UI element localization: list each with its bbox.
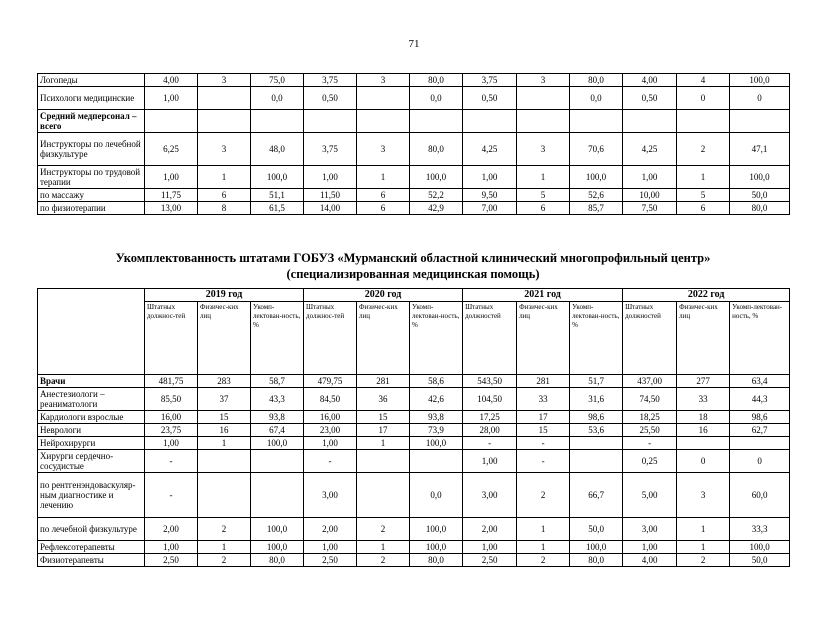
table-cell: 2 (677, 554, 730, 567)
table-cell: 543,50 (463, 375, 517, 388)
table-cell: 2,00 (145, 518, 198, 541)
table-cell: 1,00 (304, 541, 357, 554)
table-cell: 4,00 (623, 554, 677, 567)
staffing-table (37, 288, 790, 567)
table-cell: 6 (677, 202, 730, 215)
table-cell: 50,0 (570, 518, 623, 541)
table-cell: 1,00 (145, 166, 198, 189)
table-cell: 3,75 (463, 74, 517, 87)
table-cell: 2,00 (304, 518, 357, 541)
table-cell: 31,6 (570, 388, 623, 411)
table-row (38, 375, 790, 388)
table-cell: 51,7 (570, 375, 623, 388)
table-cell: 13,00 (145, 202, 198, 215)
table-cell: 3 (517, 74, 570, 87)
table-cell (357, 473, 410, 518)
table-cell: 44,3 (730, 388, 790, 411)
table-cell (570, 110, 623, 133)
table-row (38, 133, 790, 166)
table-cell (570, 437, 623, 450)
table-cell: 3 (198, 74, 251, 87)
column-header: Укомп-лектован-ность, % (730, 302, 790, 375)
table-cell: 1 (357, 166, 410, 189)
table-cell: 1 (517, 541, 570, 554)
table-cell: 5 (677, 189, 730, 202)
table-cell: 15 (198, 411, 251, 424)
table-cell: 4 (677, 74, 730, 87)
table-cell: - (145, 450, 198, 473)
table-cell: 7,50 (623, 202, 677, 215)
table-cell: 58,6 (410, 375, 463, 388)
row-label: Кардиологи взрослые (38, 411, 145, 424)
row-label: Рефлексотерапевты (38, 541, 145, 554)
table-cell: 36 (357, 388, 410, 411)
table-cell (410, 110, 463, 133)
table-cell: 42,6 (410, 388, 463, 411)
row-label: Психологи медицинские (38, 87, 145, 110)
table-cell: 1,00 (145, 437, 198, 450)
table-cell: 100,0 (251, 166, 304, 189)
table-cell: 6 (517, 202, 570, 215)
table-cell: 1 (198, 541, 251, 554)
table-cell: 80,0 (570, 74, 623, 87)
column-header: Физичес-ких лиц (677, 302, 730, 375)
table-cell: 481,75 (145, 375, 198, 388)
table-cell: 1,00 (463, 541, 517, 554)
table-row (38, 424, 790, 437)
table-cell: 2 (357, 518, 410, 541)
table-cell: 25,50 (623, 424, 677, 437)
table-cell: 5 (517, 189, 570, 202)
table-cell: 58,7 (251, 375, 304, 388)
table-cell: 4,00 (145, 74, 198, 87)
table-cell: 3,75 (304, 74, 357, 87)
table-row (38, 202, 790, 215)
table-cell: 2 (517, 473, 570, 518)
table-cell: 93,8 (410, 411, 463, 424)
column-header: Физичес-ких лиц (357, 302, 410, 375)
table-cell: 17 (357, 424, 410, 437)
table-cell: 1 (357, 437, 410, 450)
column-header: Физичес-ких лиц (517, 302, 570, 375)
table-cell: 437,00 (623, 375, 677, 388)
table-cell: 85,50 (145, 388, 198, 411)
table-cell: 10,00 (623, 189, 677, 202)
table-cell: 18 (677, 411, 730, 424)
table-cell: 3,00 (463, 473, 517, 518)
table-cell: 283 (198, 375, 251, 388)
table-row (38, 74, 790, 87)
table-cell: - (623, 437, 677, 450)
table-cell: 3 (357, 133, 410, 166)
table-row (38, 518, 790, 541)
row-label: Нейрохирурги (38, 437, 145, 450)
table-cell: 100,0 (251, 437, 304, 450)
table-cell: 1,00 (145, 87, 198, 110)
table-cell: 4,00 (623, 74, 677, 87)
table-cell: 43,3 (251, 388, 304, 411)
table-cell: 104,50 (463, 388, 517, 411)
table-cell: 277 (677, 375, 730, 388)
table-cell: 80,0 (410, 74, 463, 87)
table-cell: 3 (198, 133, 251, 166)
table-cell: 1 (517, 518, 570, 541)
table-cell: - (517, 450, 570, 473)
row-label: Инструкторы по лечебной физкультуре (38, 133, 145, 166)
table-row (38, 87, 790, 110)
column-header: Штатных должностей (463, 302, 517, 375)
table-cell: 1 (677, 541, 730, 554)
table-cell: 0 (730, 87, 790, 110)
table-cell: 1,00 (145, 541, 198, 554)
table-cell: 2 (517, 554, 570, 567)
table-cell: 1 (357, 541, 410, 554)
table-cell: 42,9 (410, 202, 463, 215)
table-row (38, 541, 790, 554)
table-cell: 3,00 (304, 473, 357, 518)
table-cell: 33,3 (730, 518, 790, 541)
table-cell: 0,50 (463, 87, 517, 110)
table-cell: 67,4 (251, 424, 304, 437)
table-cell: 7,00 (463, 202, 517, 215)
table-cell: 80,0 (410, 133, 463, 166)
subheader-row (38, 302, 790, 375)
table-cell (677, 110, 730, 133)
table-cell: 0 (677, 87, 730, 110)
table-row (38, 110, 790, 133)
table-cell (517, 110, 570, 133)
table-cell: 50,0 (730, 189, 790, 202)
table-cell: 11,75 (145, 189, 198, 202)
table-cell: 63,4 (730, 375, 790, 388)
column-header: Штатных должностей (623, 302, 677, 375)
section-subtitle: (специализированная медицинская помощь) (286, 267, 540, 281)
table-cell: 100,0 (410, 518, 463, 541)
column-header: Штатных должнос-тей (145, 302, 198, 375)
table-cell: 1,00 (304, 437, 357, 450)
table-cell (570, 450, 623, 473)
table-cell: 0,0 (410, 473, 463, 518)
table-cell: 3 (357, 74, 410, 87)
table-cell: 1 (198, 166, 251, 189)
table-cell (251, 473, 304, 518)
table-cell: 15 (517, 424, 570, 437)
table-cell: 2,50 (145, 554, 198, 567)
table-cell: 66,7 (570, 473, 623, 518)
table-cell: 52,2 (410, 189, 463, 202)
table-cell: 18,25 (623, 411, 677, 424)
table-cell: 1,00 (304, 166, 357, 189)
row-label: Физиотерапевты (38, 554, 145, 567)
row-label: Анестезиологи – реаниматологи (38, 388, 145, 411)
table-cell: 8 (198, 202, 251, 215)
row-label: по физиотерапии (38, 202, 145, 215)
table-cell: 74,50 (623, 388, 677, 411)
table-cell: 2 (198, 554, 251, 567)
section-title: Укомплектованность штатами ГОБУЗ «Мурманский областной клинический многопрофильный центр» (115, 251, 711, 265)
table-cell (251, 450, 304, 473)
table-cell: 6 (357, 189, 410, 202)
table-cell: 33 (677, 388, 730, 411)
table-row (38, 450, 790, 473)
table-cell (357, 450, 410, 473)
table-cell: 14,00 (304, 202, 357, 215)
table-cell: 73,9 (410, 424, 463, 437)
table-cell (251, 110, 304, 133)
table-cell: 62,7 (730, 424, 790, 437)
table-row (38, 388, 790, 411)
table-cell: 0,50 (304, 87, 357, 110)
table-cell: 16,00 (145, 411, 198, 424)
table-cell: 100,0 (730, 166, 790, 189)
table-cell (463, 110, 517, 133)
table-cell: - (304, 450, 357, 473)
table-cell: 100,0 (251, 518, 304, 541)
table-cell: 0,50 (623, 87, 677, 110)
table-cell: 1 (198, 437, 251, 450)
column-header: Укомп-лектован-ность, % (570, 302, 623, 375)
year-header: 2022 год (623, 289, 790, 302)
table-cell: 80,0 (570, 554, 623, 567)
table-cell: 1,00 (623, 541, 677, 554)
table-cell: 98,6 (570, 411, 623, 424)
table-cell: 37 (198, 388, 251, 411)
table-cell: 53,6 (570, 424, 623, 437)
table-cell: 16 (198, 424, 251, 437)
row-label: по массажу (38, 189, 145, 202)
table-cell: 60,0 (730, 473, 790, 518)
table-cell (145, 110, 198, 133)
table-cell: 100,0 (730, 74, 790, 87)
row-label: Логопеды (38, 74, 145, 87)
table-cell: 479,75 (304, 375, 357, 388)
table-cell: 17,25 (463, 411, 517, 424)
row-label: Хирурги сердечно-сосудистые (38, 450, 145, 473)
table-cell: 3,00 (623, 518, 677, 541)
table-cell (357, 87, 410, 110)
column-header: Укомп-лектован-ность, % (410, 302, 463, 375)
row-label: Врачи (38, 375, 145, 388)
table-cell: 6 (198, 189, 251, 202)
table-cell: 75,0 (251, 74, 304, 87)
table-cell: 50,0 (730, 554, 790, 567)
table-cell: 80,0 (730, 202, 790, 215)
table-cell: - (463, 437, 517, 450)
table-cell (198, 473, 251, 518)
table-cell (198, 87, 251, 110)
table-cell: 84,50 (304, 388, 357, 411)
row-label: по лечебной физкультуре (38, 518, 145, 541)
column-header: Укомп-лектован-ность, % (251, 302, 304, 375)
table-cell (304, 110, 357, 133)
table-cell: 16 (677, 424, 730, 437)
table-cell: 0,25 (623, 450, 677, 473)
table-cell (517, 87, 570, 110)
table-cell: 6,25 (145, 133, 198, 166)
table-cell: 4,25 (463, 133, 517, 166)
table-cell: 5,00 (623, 473, 677, 518)
table-cell: 61,5 (251, 202, 304, 215)
year-header: 2021 год (463, 289, 623, 302)
table-cell (198, 450, 251, 473)
table-cell (730, 437, 790, 450)
row-label: Неврологи (38, 424, 145, 437)
table-cell: 52,6 (570, 189, 623, 202)
table-cell: 3 (677, 473, 730, 518)
table-cell: - (517, 437, 570, 450)
table-cell: 1,00 (463, 450, 517, 473)
table-cell: 1 (677, 166, 730, 189)
table-cell: 1 (517, 166, 570, 189)
table-cell (730, 110, 790, 133)
table-row (38, 437, 790, 450)
table-cell: 100,0 (570, 166, 623, 189)
table-cell: 16,00 (304, 411, 357, 424)
table-cell: 48,0 (251, 133, 304, 166)
table-cell (623, 110, 677, 133)
table-cell: 23,75 (145, 424, 198, 437)
table-cell: 93,8 (251, 411, 304, 424)
table-cell: 281 (517, 375, 570, 388)
table-row (38, 189, 790, 202)
table-cell: 100,0 (730, 541, 790, 554)
row-label: Средний медперсонал – всего (38, 110, 145, 133)
table-cell: 0 (677, 450, 730, 473)
table-row (38, 473, 790, 518)
table-cell: 0,0 (410, 87, 463, 110)
table-row (38, 554, 790, 567)
table-cell: 33 (517, 388, 570, 411)
table-cell: 100,0 (251, 541, 304, 554)
year-header-row (38, 289, 790, 302)
table-cell (357, 110, 410, 133)
table-cell: 0,0 (251, 87, 304, 110)
table-cell: 51,1 (251, 189, 304, 202)
table-cell: 1 (677, 518, 730, 541)
table-cell: 80,0 (410, 554, 463, 567)
table-cell: 100,0 (570, 541, 623, 554)
table-cell: 2,00 (463, 518, 517, 541)
table-cell: 281 (357, 375, 410, 388)
table-cell: 2 (357, 554, 410, 567)
year-header: 2020 год (304, 289, 463, 302)
table-cell: 11,50 (304, 189, 357, 202)
table-cell: 17 (517, 411, 570, 424)
table-cell: 1,00 (463, 166, 517, 189)
table-cell: 3,75 (304, 133, 357, 166)
table-cell: 9,50 (463, 189, 517, 202)
table-cell: 100,0 (410, 437, 463, 450)
table-row (38, 166, 790, 189)
table-cell: 100,0 (410, 541, 463, 554)
table-cell: 70,6 (570, 133, 623, 166)
table-cell: 6 (357, 202, 410, 215)
table-cell: 0 (730, 450, 790, 473)
table-cell (198, 110, 251, 133)
table-cell (677, 437, 730, 450)
table-cell: 100,0 (410, 166, 463, 189)
table-cell: 28,00 (463, 424, 517, 437)
table-cell: 80,0 (251, 554, 304, 567)
table-cell: 15 (357, 411, 410, 424)
table-cell: 98,6 (730, 411, 790, 424)
table-cell: 85,7 (570, 202, 623, 215)
table-cell: 3 (517, 133, 570, 166)
year-header: 2019 год (145, 289, 304, 302)
staffing-table-continued (37, 73, 790, 215)
row-label: по рентгенэндоваскуляр-ным диагностике и лечению (38, 473, 145, 518)
table-cell: 2,50 (463, 554, 517, 567)
header-corner (38, 289, 145, 375)
row-label: Инструкторы по трудовой терапии (38, 166, 145, 189)
table-cell: 23,00 (304, 424, 357, 437)
table-cell: 47,1 (730, 133, 790, 166)
column-header: Штатных должнос-тей (304, 302, 357, 375)
table-row (38, 411, 790, 424)
table-cell: 0,0 (570, 87, 623, 110)
table-cell (410, 450, 463, 473)
table-cell: 2,50 (304, 554, 357, 567)
table-cell: - (145, 473, 198, 518)
table-cell: 2 (198, 518, 251, 541)
table-cell: 1,00 (623, 166, 677, 189)
page-number: 71 (408, 38, 420, 50)
table-cell: 4,25 (623, 133, 677, 166)
table-cell: 2 (677, 133, 730, 166)
column-header: Физичес-ких лиц (198, 302, 251, 375)
